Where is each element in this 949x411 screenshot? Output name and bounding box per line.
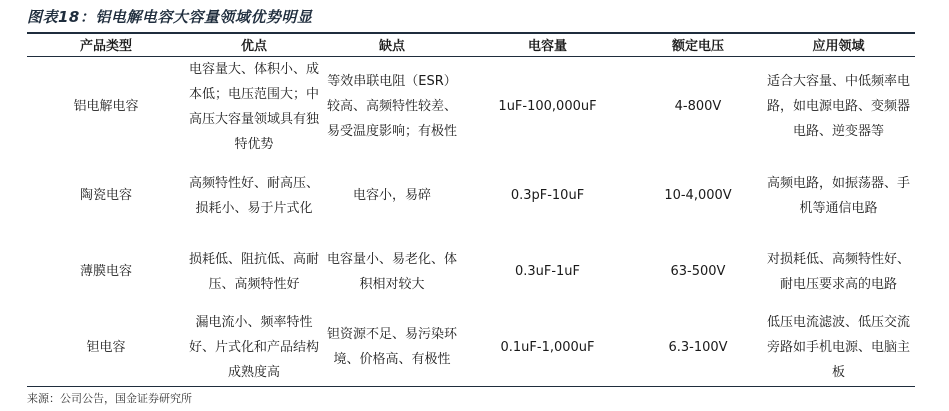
table-row [27,309,915,387]
cell-pros: 电容量大、体积小、成本低；电压范围大；中高压大容量领域具有独特优势 [188,61,319,152]
cell-rated-voltage: 63-500V [670,264,726,279]
header-product-type: 产品类型 [79,39,132,55]
cell-rated-voltage: 4-800V [674,99,722,114]
cell-product-type: 陶瓷电容 [79,188,132,203]
cell-capacitance: 0.3pF-10uF [510,188,585,203]
cell-pros: 损耗低、阻抗低、高耐压、高频特性好 [188,251,319,292]
cell-product-type: 薄膜电容 [79,264,132,279]
cell-cons: 等效串联电阻（ESR）较高、高频特性较差、易受温度影响；有极性 [326,74,457,139]
header-rated-voltage: 额定电压 [671,39,724,55]
cell-cons: 钽资源不足、易污染环境、价格高、有极性 [326,327,457,368]
cell-rated-voltage: 10-4,000V [664,188,732,203]
table-row [27,157,915,235]
cell-applications: 低压电流滤波、低压交流旁路如手机电源、电脑主板 [766,314,910,380]
cell-cons: 电容量小、易老化、体积相对较大 [326,251,457,292]
cell-pros: 漏电流小、频率特性好、片式化和产品结构成熟度高 [188,314,319,380]
comparison-table [27,32,915,387]
cell-capacitance: 0.1uF-1,000uF [500,339,595,355]
cell-capacitance: 0.3uF-1uF [514,264,581,279]
table-row [27,56,915,157]
table-header-row [27,33,915,56]
header-pros: 优点 [240,39,267,55]
cell-applications: 适合大容量、中低频率电路，如电源电路、变频器电路、逆变器等 [766,74,910,139]
figure-title: 图表18：铝电解电容大容量领域优势明显 [27,8,313,26]
cell-rated-voltage: 6.3-100V [668,339,728,355]
cell-product-type: 铝电解电容 [73,99,139,114]
cell-cons: 电容小，易碎 [352,188,431,203]
cell-applications: 对损耗低、高频特性好、耐电压要求高的电路 [766,251,910,292]
header-cons: 缺点 [378,39,405,55]
header-applications: 应用领域 [812,39,865,55]
table-row [27,235,915,309]
cell-applications: 高频电路，如振荡器、手机等通信电路 [766,175,910,216]
source-note: 来源：公司公告，国金证券研究所 [27,392,192,405]
cell-product-type: 钽电容 [86,339,126,355]
cell-capacitance: 1uF-100,000uF [498,99,597,114]
cell-pros: 高频特性好、耐高压、损耗小、易于片式化 [188,175,319,216]
header-capacitance: 电容量 [527,39,567,55]
